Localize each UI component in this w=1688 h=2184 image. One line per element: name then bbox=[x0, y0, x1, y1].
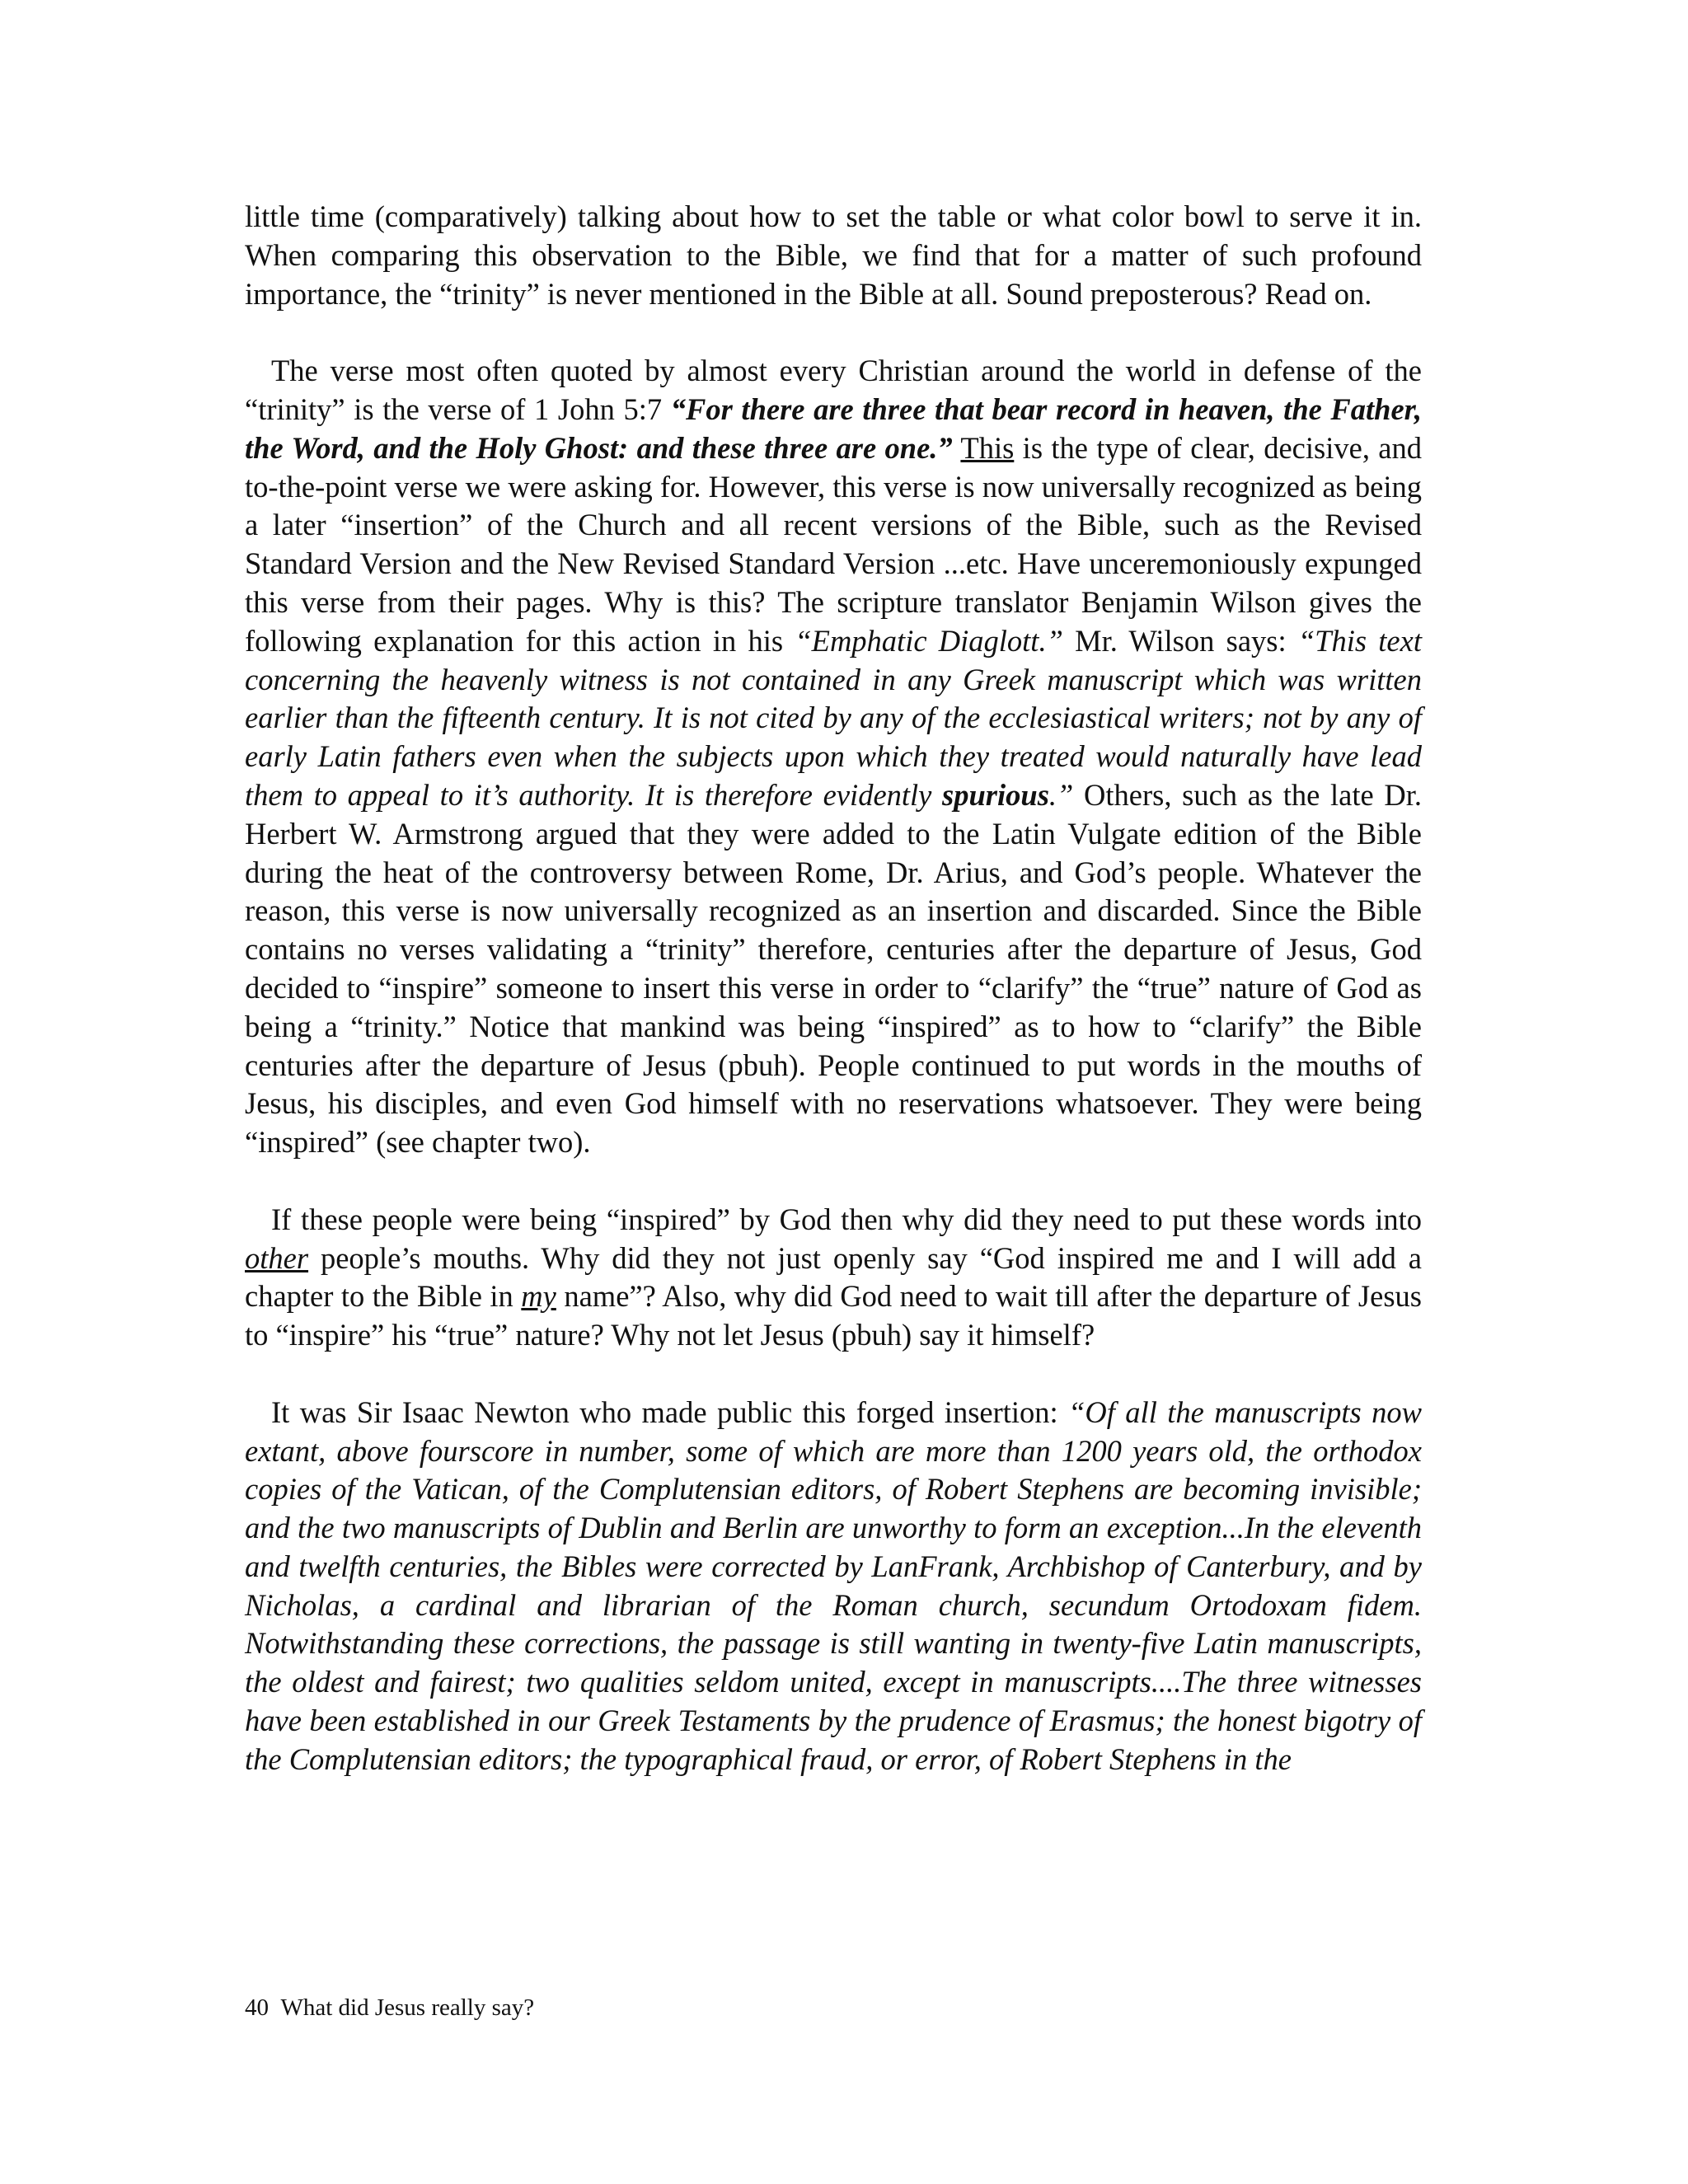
paragraph-text: name”? Also, why did God need to wait till after the departure of Jesus to “inspire” his “true” nature? Why not let Jesus (pbuh) say it himself? bbox=[245, 1279, 1422, 1352]
paragraph-text: The verse most often quoted by almost every Christian around the world in defense of the “trinity” is the verse of 1 John 5:7 bbox=[245, 354, 1422, 426]
bible-quote-1-john-5-7: “For there are three that bear record in heaven, the Father, the Word, and the Holy Ghost: and these three are one.” bbox=[245, 391, 1422, 465]
wilson-quote: “This text concerning the heavenly witness is not contained in any Greek manuscript which was written earlier than the fifteenth century. It is not cited by any of the ecclesiastical writers; not by any of early Latin fathers even when the subjects upon which they treated would naturally have lead them to appeal to it’s authority. It is therefore evidently bbox=[245, 623, 1422, 812]
paragraph-2 bbox=[245, 352, 1422, 1162]
paragraph-3 bbox=[245, 1201, 1422, 1355]
underlined-word: my bbox=[521, 1279, 556, 1314]
page-body bbox=[245, 198, 1422, 1817]
paragraph-text: Others, such as the late Dr. Herbert W. Armstrong argued that they were added to the Latin Vulgate edition of the Bible during the heat of the controversy between Rome, Dr. Arius, and God’s people. Whatever the reason, this verse is now universally recognized as an insertion and discarded. Since the Bible contains no verses validating a “trinity” therefore, centuries after the departure of Jesus, God decided to “inspire” someone to insert this verse in order to “clarify” the “true” nature of God as being a “trinity.” Notice that mankind was being “inspired” as to how to “clarify” the Bible centuries after the departure of Jesus (pbuh). People continued to put words in the mouths of Jesus, his disciples, and even God himself with no reservations whatsoever. They were being “inspired” (see chapter two). bbox=[245, 777, 1422, 1160]
paragraph-text bbox=[953, 431, 961, 465]
paragraph-text: If these people were being “inspired” by God then why did they need to put these words into bbox=[271, 1202, 1422, 1236]
underlined-word: This bbox=[960, 430, 1015, 465]
book-title-quote: “Emphatic Diaglott.” bbox=[795, 623, 1063, 658]
emphasized-word: spurious bbox=[942, 777, 1049, 812]
newton-quote: “Of all the manuscripts now extant, above fourscore in number, some of which are more than 1200 years old, the orthodox copies of the Vatican, of the Complutensian editors, of Robert Stephens are becoming invisible; and the two manuscripts of Dublin and Berlin are unworthy to form an exception...In the eleventh and twelfth centuries, the Bibles were corrected by LanFrank, Archbishop of Canterbury, and by Nicholas, a cardinal and librarian of the Roman church, secundum Ortodoxam fidem. Notwithstanding these corrections, the passage is still wanting in twenty-five Latin manuscripts, the oldest and fairest; two qualities seldom united, except in manuscripts....The three witnesses have been established in our Greek Testaments by the prudence of Erasmus; the honest bigotry of the Complutensian editors; the typographical fraud, or error, of Robert Stephens in the bbox=[245, 1394, 1422, 1776]
paragraph-1 bbox=[245, 198, 1422, 313]
wilson-quote-end: .” bbox=[1048, 777, 1074, 812]
underlined-word: other bbox=[245, 1240, 309, 1275]
running-title: What did Jesus really say? bbox=[280, 1994, 535, 2021]
paragraph-text: is the type of clear, decisive, and to-the-point verse we were asking for. However, this verse is now universally recognized as being a later “insertion” of the Church and all recent versions of the Bible, such as the Revised Standard Version and the New Revised Standard Version ...etc. Have unceremoniously expunged this verse from their pages. Why is this? The scripture translator Benjamin Wilson gives the following explanation for this action in his bbox=[245, 430, 1423, 658]
paragraph-text: Mr. Wilson says: bbox=[1062, 623, 1298, 658]
page-number: 40 bbox=[245, 1994, 269, 2021]
paragraph-text: It was Sir Isaac Newton who made public this forged insertion: bbox=[271, 1394, 1069, 1429]
paragraph-text: people’s mouths. Why did they not just openly say “God inspired me and I will add a chapter to the Bible in bbox=[245, 1240, 1422, 1314]
paragraph-text: little time (comparatively) talking about how to set the table or what color bowl to serve it in. When comparing this observation to the Bible, we find that for a matter of such profound importance, the “trinity” is never mentioned in the Bible at all. Sound preposterous? Read on. bbox=[245, 199, 1422, 311]
paragraph-4 bbox=[245, 1394, 1422, 1779]
page-footer bbox=[245, 1993, 534, 2022]
